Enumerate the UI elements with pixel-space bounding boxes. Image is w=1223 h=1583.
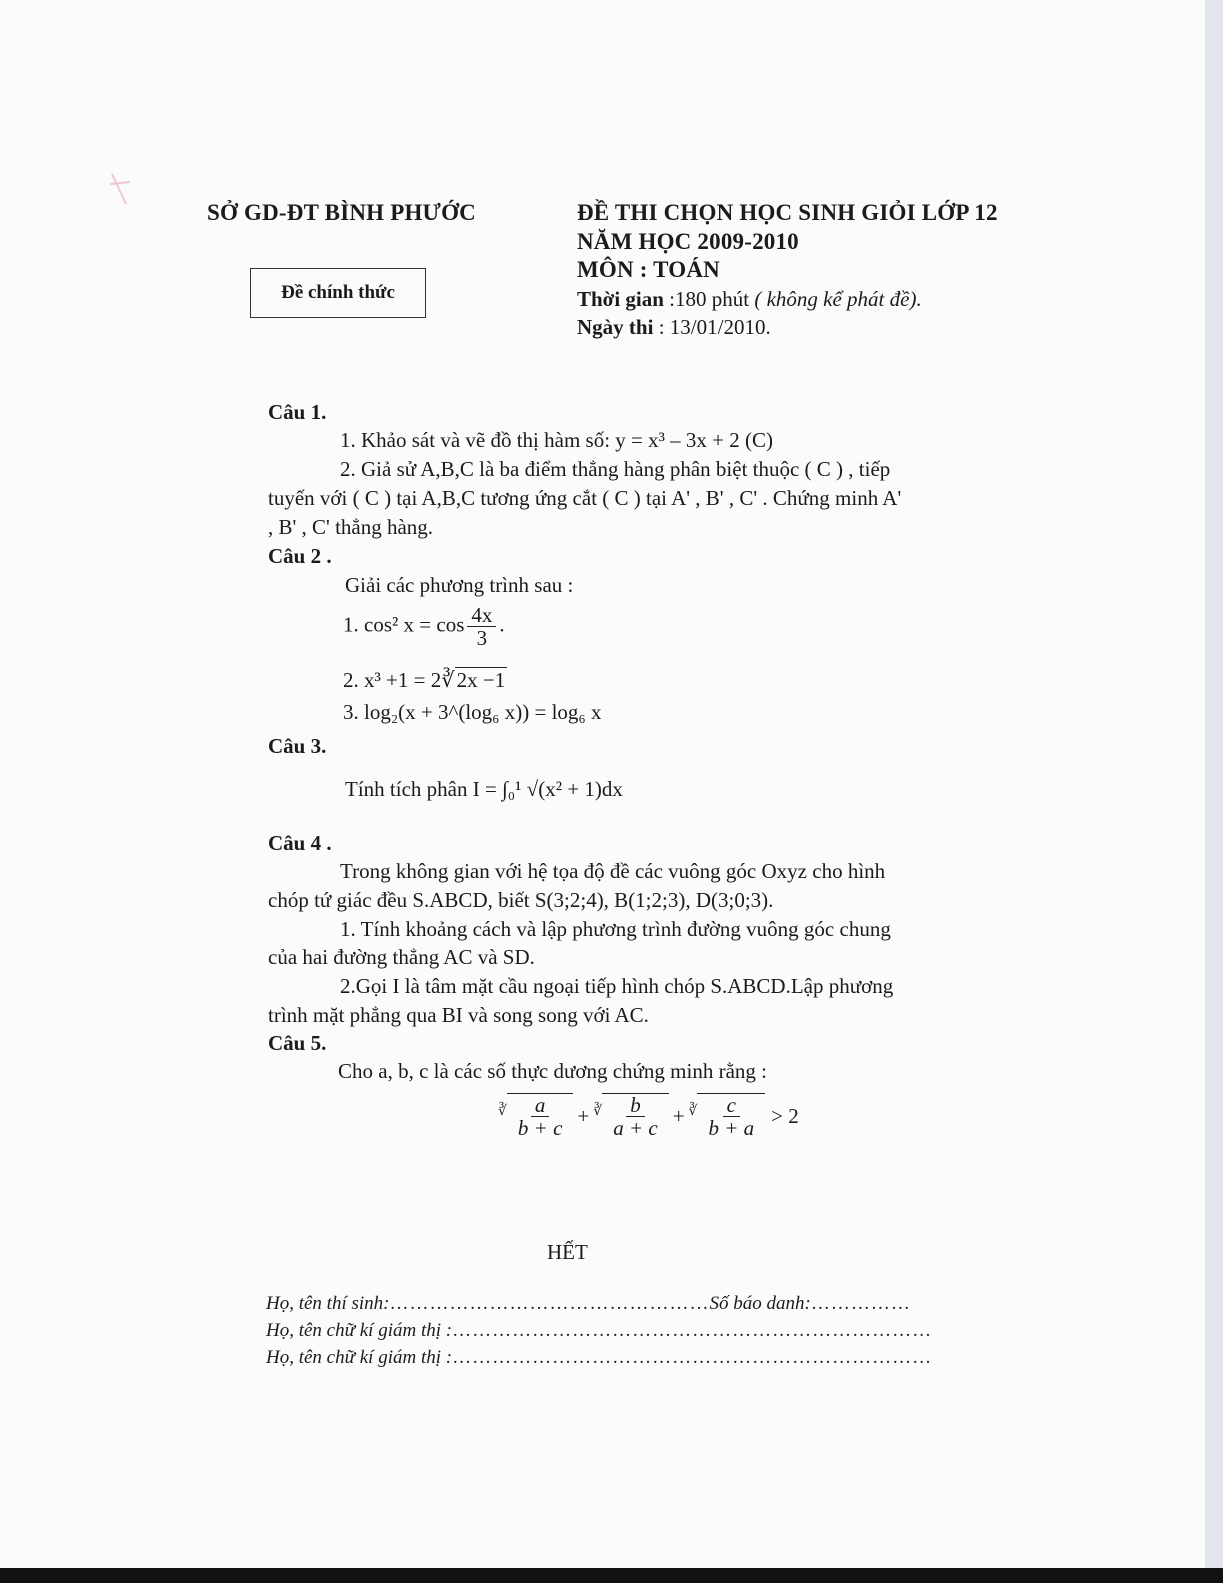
supervisor2-line — [266, 1347, 932, 1369]
q2-eq1-num: 4x — [467, 604, 496, 627]
q5-intro: Cho a, b, c là các số thực dương chứng minh rằng : — [338, 1059, 767, 1083]
q1-part2-line2: tuyến với ( C ) tại A,B,C tương ứng cắt ( C ) tại A' , B' , C' . Chứng minh A' — [268, 486, 902, 510]
q2-eq1-prefix: 1. cos² x = cos — [343, 612, 465, 637]
q2-eq1-den: 3 — [476, 626, 488, 651]
q5-num-c: c — [723, 1094, 740, 1117]
q4-line1: Trong không gian với hệ tọa độ đề các vuông góc Oxyz cho hình — [340, 859, 886, 883]
q5-den-c: b + a — [708, 1116, 755, 1141]
supervisor1-line — [266, 1320, 932, 1342]
q5-rhs: > 2 — [771, 1103, 799, 1128]
q5-num-b: b — [626, 1094, 645, 1117]
official-box: Đề chính thức — [250, 268, 426, 318]
q5-plus-2: + — [672, 1103, 685, 1128]
supervisor1-dots: ……………………………………………………………… — [452, 1320, 933, 1341]
q4-line6: trình mặt phẳng qua BI và song song với AC. — [268, 1003, 649, 1027]
q2-intro: Giải các phương trình sau : — [345, 573, 574, 597]
q5-root-index-3: ∛ — [688, 1104, 698, 1119]
page-edge-right — [1205, 0, 1223, 1583]
supervisor2-label: Họ, tên chữ kí giám thị : — [266, 1347, 453, 1368]
q3-integral: Tính tích phân I = ∫₀¹ √(x² + 1)dx — [345, 777, 623, 801]
q2-eq2 — [343, 667, 507, 693]
q5-den-a: b + c — [517, 1116, 563, 1141]
q1-part2-line3: , B' , C' thẳng hàng. — [268, 515, 434, 539]
q4-line2: chóp tứ giác đều S.ABCD, biết S(3;2;4), B(1;2;3), D(3;0;3). — [268, 888, 774, 912]
date-value: : 13/01/2010. — [658, 315, 771, 339]
sbd-label: Số báo danh: — [709, 1293, 811, 1314]
q4-line3: 1. Tính khoảng cách và lập phương trình đường vuông góc chung — [340, 917, 891, 941]
supervisor1-label: Họ, tên chữ kí giám thị : — [266, 1320, 453, 1341]
q5-root-index-2: ∛ — [593, 1104, 603, 1119]
school-year: NĂM HỌC 2009-2010 — [577, 229, 799, 254]
q2-eq1-fraction — [467, 604, 496, 649]
q5-root-index-1: ∛ — [498, 1104, 507, 1119]
q5-den-b: a + c — [613, 1116, 658, 1141]
q5-inequality — [498, 1093, 799, 1139]
q3-title: Câu 3. — [268, 734, 327, 758]
date-label: Ngày thi — [577, 315, 654, 339]
q1-title: Câu 1. — [268, 400, 327, 424]
q4-title: Câu 4 . — [268, 831, 332, 855]
subject: MÔN : TOÁN — [577, 257, 720, 282]
candidate-dots: ………………………………………… — [389, 1293, 710, 1314]
sbd-dots: …………… — [810, 1293, 911, 1314]
q5-num-a: a — [531, 1094, 550, 1117]
q2-title: Câu 2 . — [268, 544, 332, 568]
time-value: :180 phút — [669, 287, 750, 311]
q5-plus-1: + — [577, 1103, 590, 1128]
q2-eq3: 3. log₂(x + 3^(log₆ x)) = log₆ x — [343, 700, 602, 724]
candidate-label: Họ, tên thí sinh: — [266, 1293, 390, 1314]
q1-part2-line1: 2. Giả sử A,B,C là ba điểm thẳng hàng phân biệt thuộc ( C ) , tiếp — [340, 457, 891, 481]
q4-line5: 2.Gọi I là tâm mặt cầu ngoại tiếp hình chóp S.ABCD.Lập phương — [340, 974, 894, 998]
supervisor2-dots: ……………………………………………………………… — [452, 1347, 933, 1368]
time-line — [577, 287, 922, 312]
department-name: SỞ GD-ĐT BÌNH PHƯỚC — [207, 200, 476, 225]
q5-term-b — [602, 1093, 669, 1139]
date-line — [577, 315, 771, 340]
q5-term-a — [507, 1093, 574, 1139]
q2-eq1: 1. cos² x = cos $\frac{4x}{3}$ . — [343, 603, 505, 651]
pink-stamp-mark — [108, 170, 132, 210]
candidate-line — [266, 1293, 911, 1315]
time-label: Thời gian — [577, 287, 664, 311]
page-edge-bottom — [0, 1568, 1223, 1583]
q1-part1: 1. Khảo sát và vẽ đồ thị hàm số: y = x³ – 3x + 2 (C) — [340, 428, 774, 452]
exam-title: ĐỀ THI CHỌN HỌC SINH GIỎI LỚP 12 — [577, 200, 998, 225]
q5-term-c — [697, 1093, 765, 1139]
q2-eq2-prefix: 2. x³ +1 = 2∛ — [343, 668, 455, 692]
time-note: ( không kể phát đề). — [754, 287, 922, 311]
q4-line4: của hai đường thẳng AC và SD. — [268, 945, 535, 969]
end-marker: HẾT — [547, 1240, 588, 1264]
q5-title: Câu 5. — [268, 1031, 327, 1055]
q2-eq2-radicand: 2x −1 — [456, 668, 506, 692]
